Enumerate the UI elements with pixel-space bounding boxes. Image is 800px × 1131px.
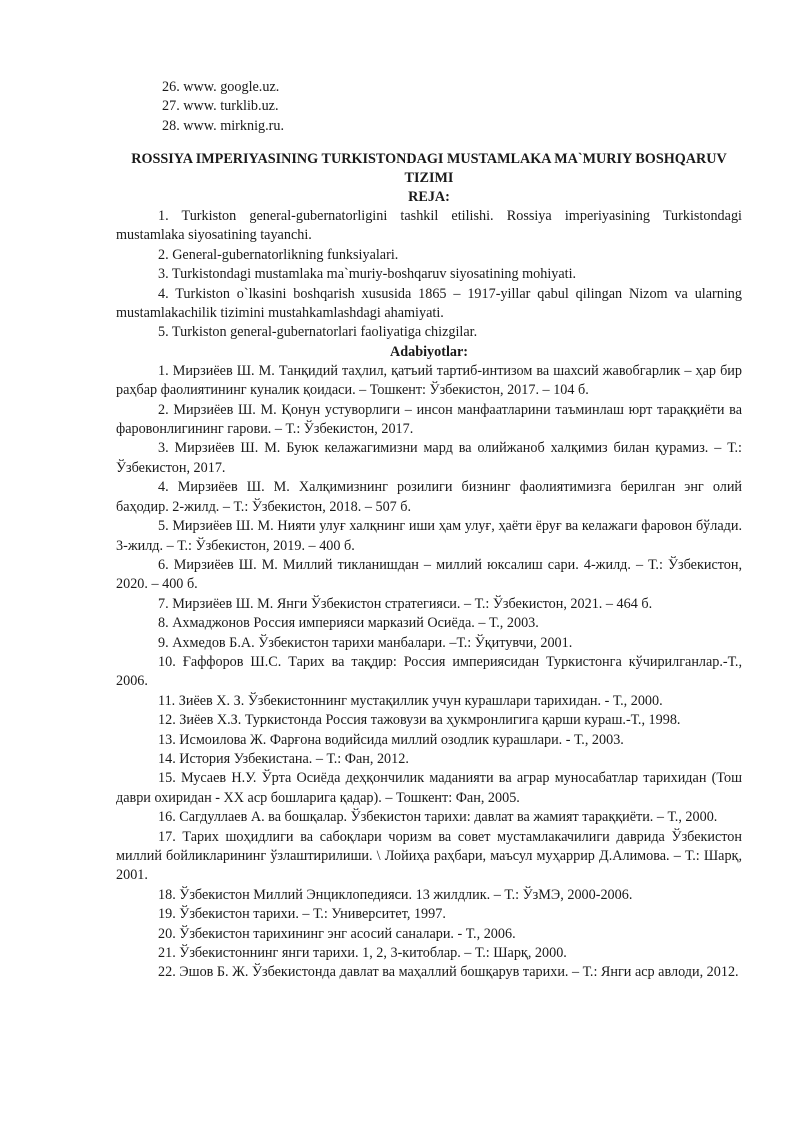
reference-item: 8. Ахмаджонов Россия империяси марказий Осиёда. – Т., 2003. bbox=[158, 615, 539, 632]
reference-item: 15. Мусаев Н.У. Ўрта Осиёда деҳқончилик маданияти ва аграр муносабатлар тарихидан (Тош даври охиридан - XX аср бошларига қадар). – Тошкент: Фан, 2005. bbox=[116, 770, 742, 806]
page-title: ROSSIYA IMPERIYASINING TURKISTONDAGI MUSTAMLAKA MA`MURIY BOSHQARUV TIZIMI bbox=[131, 151, 727, 186]
reference-item: 7. Мирзиёев Ш. М. Янги Ўзбекистон стратегияси. – Т.: Ўзбекистон, 2021. – 464 б. bbox=[158, 595, 653, 612]
reference-item: 9. Ахмедов Б.А. Ўзбекистон тарихи манбалари. –Т.: Ўқитувчи, 2001. bbox=[158, 634, 573, 651]
references-list bbox=[116, 362, 742, 983]
reference-item: 13. Исмоилова Ж. Фарғона водийсида миллий озодлик курашлари. - Т., 2003. bbox=[158, 731, 624, 748]
plan-list bbox=[116, 207, 742, 343]
plan-item: 2. General-gubernatorlikning funksiyalari. bbox=[158, 246, 399, 263]
plan-item: 4. Turkiston o`lkasini boshqarish xususida 1865 – 1917-yillar qabul qilingan Nizom va ularning mustamlakachilik tizimini mustahkamlashdagi ahamiyati. bbox=[116, 285, 742, 322]
reference-item: 12. Зиёев Х.З. Туркистонда Россия тажовузи ва ҳукмронлигига қарши кураш.-Т., 1998. bbox=[158, 712, 681, 729]
reference-item: 3. Мирзиёев Ш. М. Буюк келажагимизни мард ва олийжаноб халқимиз билан қурамиз. – Т.: Ўзбекистон, 2017. bbox=[116, 440, 742, 476]
reference-item: 17. Тарих шоҳидлиги ва сабоқлари чоризм ва совет мустамлакачилиги даврида Ўзбекистон миллий бойликларининг ўзлаштирилиши. \ Лойиҳа раҳбари, маъсул муҳаррир Д.Алимова. – Т.: Шарқ, 2001. bbox=[116, 828, 742, 884]
reference-item: 14. История Узбекистана. – Т.: Фан, 2012. bbox=[158, 750, 409, 767]
reference-item: 16. Сагдуллаев А. ва бошқалар. Ўзбекистон тарихи: давлат ва жамият тараққиёти. – Т., 2000. bbox=[158, 809, 718, 826]
reference-item: 10. Ғаффоров Ш.С. Тарих ва тақдир: Россия империясидан Туркистонга кўчирилганлар.-Т., 2006. bbox=[116, 653, 742, 690]
reference-item: 1. Мирзиёев Ш. М. Танқидий таҳлил, қатъий тартиб-интизом ва шахсий жавобгарлик – ҳар бир раҳбар фаолиятининг куналик қоидаси. – Тошкент: Ўзбекистон, 2017. – 104 б. bbox=[116, 362, 742, 399]
reference-item: 19. Ўзбекистон тарихи. – Т.: Университет, 1997. bbox=[158, 906, 446, 923]
list-item: 27. www. turklib.uz. bbox=[162, 98, 279, 115]
list-item: 28. www. mirknig.ru. bbox=[162, 117, 285, 134]
reference-item: 5. Мирзиёев Ш. М. Нияти улуғ халқнинг иши ҳам улуғ, ҳаёти ёруғ ва келажаги фаровон бўлади. 3-жилд. – Т.: Ўзбекистон, 2019. – 400 б. bbox=[116, 518, 742, 554]
document-body bbox=[116, 150, 742, 983]
reference-item: 11. Зиёев Х. З. Ўзбекистоннинг мустақиллик учун курашлари тарихидан. - Т., 2000. bbox=[158, 692, 663, 709]
reference-item: 20. Ўзбекистон тарихининг энг асосий саналари. - Т., 2006. bbox=[158, 925, 516, 942]
reference-item: 18. Ўзбекистон Миллий Энциклопедияси. 13 жилдлик. – Т.: ЎзМЭ, 2000-2006. bbox=[158, 886, 633, 903]
plan-item: 1. Turkiston general-gubernatorligini tashkil etilishi. Rossiya imperiyasining Turkistondagi mustamlaka siyosatining tayanchi. bbox=[116, 208, 742, 244]
web-sources-list bbox=[162, 78, 284, 136]
reference-item: 6. Мирзиёев Ш. М. Миллий тикланишдан – миллий юксалиш сари. 4-жилд. – Т.: Ўзбекистон, 2020. – 400 б. bbox=[116, 556, 742, 593]
reference-item: 22. Эшов Б. Ж. Ўзбекистонда давлат ва маҳаллий бошқарув тарихи. – Т.: Янги аср авлоди, 2012. bbox=[158, 964, 739, 981]
plan-heading: REJA: bbox=[408, 189, 450, 205]
plan-item: 3. Turkistondagi mustamlaka ma`muriy-boshqaruv siyosatining mohiyati. bbox=[158, 266, 577, 283]
references-heading: Adabiyotlar: bbox=[389, 343, 469, 360]
reference-item: 4. Мирзиёев Ш. М. Халқимизнинг розилиги бизнинг фаолиятимизга берилган энг олий баҳодир. 2-жилд. – Т.: Ўзбекистон, 2018. – 507 б. bbox=[116, 479, 742, 515]
list-item: 26. www. google.uz. bbox=[162, 79, 280, 95]
plan-item: 5. Turkiston general-gubernatorlari faoliyatiga chizgilar. bbox=[158, 324, 478, 341]
reference-item: 2. Мирзиёев Ш. М. Қонун устуворлиги – инсон манфаатларини таъминлаш юрт тараққиёти ва фаровонлигининг гарови. – Т.: Ўзбекистон, 2017. bbox=[116, 401, 742, 438]
reference-item: 21. Ўзбекистоннинг янги тарихи. 1, 2, 3-китоблар. – Т.: Шарқ, 2000. bbox=[158, 945, 567, 962]
